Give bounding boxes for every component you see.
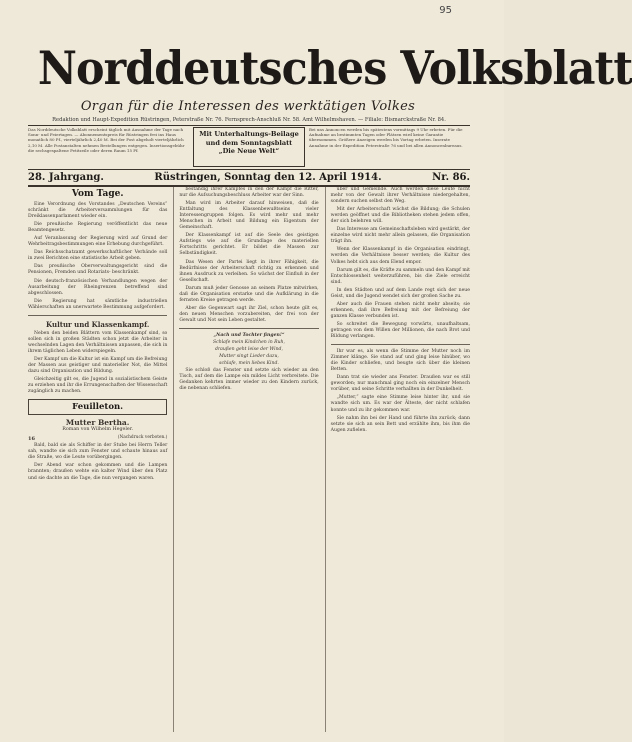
- article-columns: [28, 187, 470, 732]
- article-paragraph: Das Wesen der Partei liegt in ihrer Fähigkeit, die Bedürfnisse der Arbeiterschaft richtig zu erkennen und ihnen Ausdruck zu verleihen. So wächst der Einfluß in der Gesellschaft.: [179, 259, 319, 283]
- dateline: [28, 171, 470, 183]
- article-paragraph: So schreitet die Bewegung vorwärts, unaufhaltsam, getragen von dem Willen der Millionen, die nach Brot und Bildung verlangen.: [330, 321, 470, 340]
- subscription-notice: Das Norddeutsche Volksblatt erscheint täglich mit Ausnahme der Tage nach Sonn- und Feiertagen. — Abonnementspreis für Rüstringen frei ins Haus monatlich 80 Pf., vierteljährlich 2,40 M. Bei der Post abgeholt vierteljährlich 2,10 M. Alle Postanstalten nehmen Bestellungen entgegen. Insertionsgebühr die sechsgespaltene Petitzeile oder deren Raum 15 Pf.: [28, 127, 185, 153]
- serial-paragraph: Sie schloß das Fenster und setzte sich wieder an den Tisch, auf dem die Lampe ein mildes Licht verbreitete. Die Gedanken kehrten immer wieder zu den Kindern zurück, die nebenan schliefen.: [179, 368, 319, 392]
- feuilleton-heading: Feuilleton.: [28, 399, 167, 415]
- article-paragraph: Darum gilt es, die Kräfte zu sammeln und den Kampf mit Entschlossenheit weiterzuführen, bis die Ziele erreicht sind.: [330, 267, 470, 285]
- advertising-notice: Bei uns Annoncen werden bis spätestens vormittags 9 Uhr erbeten. Für die Aufnahme an bestimmten Tagen oder Plätzen wird keine Garantie übernommen. Größere Anzeigen werden bis Vortag erbeten. Inserate Annahme in der Expedition Peterstraße 76 und bei allen Annoncenbureaus.: [309, 127, 463, 148]
- vom-tage-heading: Vom Tage.: [71, 189, 124, 199]
- news-item: Das preußische Oberverwaltungsgericht sind die Pensionen, Fremden und Rotariats- beschränkt.: [28, 264, 168, 276]
- divider: [331, 344, 470, 345]
- news-item: Eine Verordnung des Vorstandes „Deutschen Vereins“ schränkt die Arbeiterversammlungen für das Dreiklassenparlament wieder ein.: [28, 202, 168, 220]
- article-paragraph: Gleichzeitig gilt es, die Jugend in sozialistischem Geiste zu erziehen und ihr die Errungenschaften der Wissenschaft zugänglich zu machen.: [28, 377, 168, 395]
- article-paragraph: über und Gemeinde. Auch werden diese Leute nicht mehr von der Gewalt ihrer Verhältnisse niedergehalten, sondern suchen selbst den Weg.: [330, 187, 470, 205]
- article-paragraph: Das Interesse am Gemeinschaftsleben wird gestärkt, der einzelne wird nicht mehr allein gelassen, die Organisation trägt ihn.: [330, 227, 470, 245]
- poem-line: Schlafe mein Kindchen in Ruh,: [213, 340, 285, 346]
- poem-line: Mutter singt Lieder dazu,: [219, 354, 279, 360]
- supplement-line-2: und dem Sonntagsblatt „Die Neue Welt“: [205, 138, 293, 155]
- article-paragraph: Neben den beiden Blättern vom Klassenkampf sind, so sollen sich in großen Städten schon jetzt die Arbeiter in wechselnden Lagen den Verhältnissen anpassen, die sich in ihrem täglichen Leben widerspiegeln.: [28, 330, 168, 354]
- serial-paragraph: Sie nahm ihn bei der Hand und führte ihn zurück; dann setzte sie sich an sein Bett und erzählte ihm, bis ihm die Augen zufielen.: [330, 415, 470, 433]
- header-rule-mid: [28, 169, 470, 170]
- poem-line: schlafe, mein liebes Kind.: [219, 361, 279, 367]
- article-paragraph: Man wird im Arbeiter darauf hinweisen, daß die Entfaltung des Klassenbewußtseins vieler Interessengruppen folgen. Es wird mehr und mehr Menschen in Arbeit und Bildung ein Eigentum der Gemeinschaft.: [179, 201, 319, 231]
- column-2: [173, 187, 318, 732]
- poem-title: „Nach und Tochter fingen!“: [213, 332, 285, 338]
- issue-number: Nr. 86.: [432, 171, 470, 183]
- imprint-line: Redaktion und Haupt-Expedition Rüstringen, Peterstraße Nr. 76. Fernsprech-Anschluß Nr. 58. Amt Wilhelmshaven. — Filiale: Bismarckstraße Nr. 84.: [52, 117, 446, 123]
- article-paragraph: beständig ihrer Kampfes in den der Kampf die Ritter, nur die Aufsuchungsbeschluss Arbeiter war der Sinn.: [179, 187, 319, 199]
- article-paragraph: Darum muß jeder Genosse an seinem Platze mitwirken, daß die Organisation erstarke und die Aufklärung in die fernsten Kreise getragen werde.: [179, 285, 319, 303]
- news-item: Die Regierung hat sämtliche industriellen Wählerschaften an unerwartete Bestimmung aufgefordert.: [28, 298, 168, 310]
- serial-author: Roman von Wilhelm Hegeler.: [62, 427, 134, 433]
- masthead-title: Norddeutsches Volksblatt: [37, 41, 632, 95]
- article-paragraph: Wenn der Klassenkampf in die Organisation eindringt, werden die Verhältnisse besser werden; die Kultur des Volkes hebt sich aus dem Elend empor.: [330, 247, 470, 265]
- serial-title: Mutter Bertha.: [65, 418, 130, 428]
- volume-label: 28. Jahrgang.: [28, 171, 104, 183]
- serial-paragraph: Ihr war es, als wenn die Stimme der Mutter noch im Zimmer klänge. Sie stand auf und ging leise hinüber, wo die Kinder schliefen, und beugte sich über die kleinen Betten.: [330, 349, 470, 373]
- article-paragraph: Aber auch die Frauen stehen nicht mehr abseits; sie erkennen, daß ihre Befreiung mit der Befreiung der ganzen Klasse verbunden ist.: [330, 301, 470, 319]
- vom-tage-list: [28, 202, 167, 311]
- serial-note: (Nachdruck verboten.): [117, 435, 168, 441]
- serial-chapter: 16: [28, 436, 35, 443]
- serial-paragraph: Bald, bald sie als Schiffer in der Stube bei Herrn Teller sah, wandte sie sich zum Fenster und schaute hinaus auf die Straße, wo die Leute vorübergingen.: [28, 443, 168, 461]
- serial-paragraph: „Mutter,“ sagte eine Stimme leise hinter ihr, und sie wandte sich um. Es war der Älteste, der nicht schlafen konnte und zu ihr gekommen war.: [330, 395, 470, 413]
- issue-date: Rüstringen, Sonntag den 12. April 1914.: [154, 171, 382, 183]
- page-number: 95: [439, 5, 452, 16]
- supplement-box: [193, 127, 305, 167]
- article-paragraph: Mit der Arbeiterschaft wächst die Bildung; die Schulen werden geöffnet und die Bibliotheken stehen jedem offen, der sich belehren will.: [330, 207, 470, 225]
- column-3: [325, 187, 470, 732]
- article-paragraph: Der Klassenkampf ist auf die Seele des geistigen Aufstiegs wie auf die Grundlage des materiellen Fortschritts gerichtet. Er bildet die Massen zur Selbständigkeit.: [179, 233, 319, 257]
- kultur-heading: Kultur und Klassenkampf.: [46, 319, 150, 329]
- article-paragraph: In den Städten und auf dem Lande regt sich der neue Geist, und die Jugend wendet sich der großen Sache zu.: [330, 287, 470, 299]
- serial-paragraph: Dann trat sie wieder ans Fenster. Draußen war es still geworden; nur manchmal ging noch ein einzelner Mensch vorüber, und seine Schritte verhallten in der Dunkelheit.: [330, 375, 470, 393]
- column-1: [28, 187, 167, 732]
- supplement-line-1: Mit Unterhaltungs-Beilage: [199, 130, 299, 138]
- news-item: Auf Veranlassung der Regierung wird auf Grund der Wehrbeitragsbestimmungen eine Erhebung durchgeführt.: [28, 236, 168, 248]
- divider: [28, 315, 167, 316]
- serial-paragraph: Der Abend war schon gekommen und die Lampen brannten; draußen wehte ein kalter Wind über den Platz und sie dachte an die Tage, die nun vergangen waren.: [28, 463, 168, 481]
- header-rule-top: [28, 125, 470, 126]
- notice-row: [28, 127, 470, 167]
- masthead-subtitle: Organ für die Interessen des werktätigen Volkes: [80, 99, 416, 114]
- article-paragraph: Aber die Gegenwart sagt ihr Ziel, schon heute gilt es, den neuen Menschen vorzubereiten, der frei von der Gewalt und Not sein Leben gestaltet.: [179, 305, 319, 323]
- news-item: Die preußische Regierung veröffentlicht das neue Beamtengesetz.: [28, 222, 168, 234]
- news-item: Die deutsch-französischen Verhandlungen wegen der Ausarbeitung der Rheingrenzen betreffend sind abgeschlossen.: [28, 278, 168, 296]
- news-item: Das Reichsschatzamt gewerkschaftlicher Verbände soll in zwei Berichten eine statistische Arbeit geben.: [28, 250, 168, 262]
- article-paragraph: Der Kampf um die Kultur ist ein Kampf um die Befreiung der Massen aus geistiger und materieller Not, die Mittel dazu sind Organisation und Bildung.: [28, 356, 168, 375]
- poem-line: draußen geht leise der Wind,: [215, 347, 283, 353]
- divider: [179, 328, 318, 329]
